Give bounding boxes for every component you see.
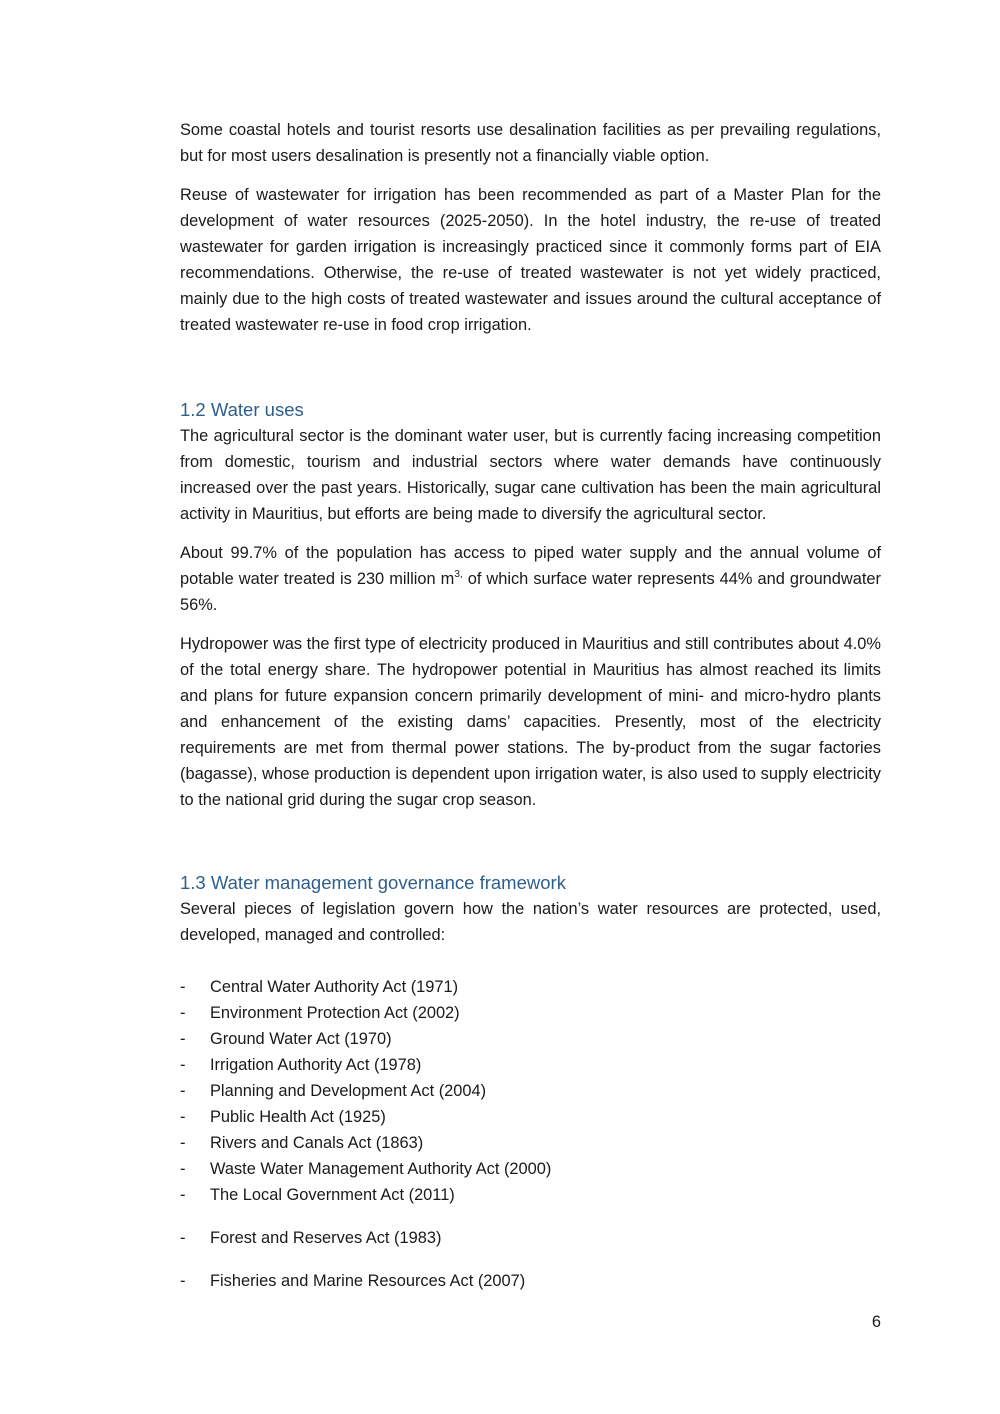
paragraph-legislation-intro: Several pieces of legislation govern how the nation’s water resources are protected, used, developed, managed and controlled: xyxy=(180,900,881,944)
list-bullet: - xyxy=(180,1082,186,1100)
act-name: Irrigation Authority Act (1978) xyxy=(210,1056,422,1074)
piped-water-text: About 99.7% of the population has access to piped water supply and the annual volume of potable water treated is 230 million m xyxy=(180,544,881,588)
list-item xyxy=(180,1078,881,1104)
act-name: Fisheries and Marine Resources Act (2007) xyxy=(210,1272,526,1290)
piped-water-text-end: of which surface water represents 44% and groundwater 56%. xyxy=(180,570,881,614)
act-name: Central Water Authority Act (1971) xyxy=(210,978,459,996)
paragraph-piped-water xyxy=(180,540,881,618)
act-name: Waste Water Management Authority Act (2000) xyxy=(210,1160,552,1178)
list-bullet: - xyxy=(180,1056,186,1074)
list-item xyxy=(180,1026,881,1052)
list-bullet: - xyxy=(180,1229,186,1247)
section-spacer xyxy=(180,351,881,397)
list-item xyxy=(180,1000,881,1026)
body-column xyxy=(180,117,881,1294)
list-item xyxy=(180,1182,881,1208)
list-item xyxy=(180,1225,881,1251)
paragraph-agricultural-sector: The agricultural sector is the dominant water user, but is currently facing increasing competition from domestic, tourism and industrial sectors where water demands have continuously increased over the past years. Historically, sugar cane cultivation has been the main agricultural activity in Mauritius, but efforts are being made to diversify the agricultural sector. xyxy=(180,427,881,523)
list-bullet: - xyxy=(180,978,186,996)
list-item xyxy=(180,974,881,1000)
list-item xyxy=(180,1130,881,1156)
list-bullet: - xyxy=(180,1160,186,1178)
list-item xyxy=(180,1268,881,1294)
list-item xyxy=(180,1052,881,1078)
act-name: Forest and Reserves Act (1983) xyxy=(210,1229,442,1247)
list-item xyxy=(180,1156,881,1182)
legislation-list xyxy=(180,974,881,1294)
paragraph-hydropower: Hydropower was the first type of electricity produced in Mauritius and still contributes about 4.0% of the total energy share. The hydropower potential in Mauritius has almost reached its limits and plans for future expansion concern primarily development of mini- and micro-hydro plants and enhancement of the existing dams’ capacities. Presently, most of the electricity requirements are met from thermal power stations. The by-product from the sugar factories (bagasse), whose production is dependent upon irrigation water, is also used to supply electricity to the national grid during the sugar crop season. xyxy=(180,635,881,809)
list-bullet: - xyxy=(180,1108,186,1126)
act-name: Planning and Development Act (2004) xyxy=(210,1082,487,1100)
list-bullet: - xyxy=(180,1272,186,1290)
paragraph-desalination: Some coastal hotels and tourist resorts use desalination facilities as per prevailing regulations, but for most users desalination is presently not a financially viable option. xyxy=(180,121,881,165)
act-name: Public Health Act (1925) xyxy=(210,1108,386,1126)
section-spacer xyxy=(180,826,881,870)
heading-governance-framework: 1.3 Water management governance framework xyxy=(180,872,566,893)
act-name: Ground Water Act (1970) xyxy=(210,1030,392,1048)
heading-water-uses: 1.2 Water uses xyxy=(180,399,304,420)
superscript-unit: 3, xyxy=(454,569,463,580)
list-bullet: - xyxy=(180,1004,186,1022)
list-item xyxy=(180,1104,881,1130)
paragraph-wastewater-reuse: Reuse of wastewater for irrigation has been recommended as part of a Master Plan for the development of water resources (2025-2050). In the hotel industry, the re-use of treated wastewater for garden irrigation is increasingly practiced since it commonly forms part of EIA recommendations. Otherwise, the re-use of treated wastewater is not yet widely practiced, mainly due to the high costs of treated wastewater and issues around the cultural acceptance of treated wastewater re-use in food crop irrigation. xyxy=(180,186,881,334)
list-bullet: - xyxy=(180,1030,186,1048)
act-name: Rivers and Canals Act (1863) xyxy=(210,1134,424,1152)
page-number: 6 xyxy=(871,1313,881,1331)
list-bullet: - xyxy=(180,1186,186,1204)
act-name: The Local Government Act (2011) xyxy=(210,1186,455,1204)
list-bullet: - xyxy=(180,1134,186,1152)
act-name: Environment Protection Act (2002) xyxy=(210,1004,460,1022)
